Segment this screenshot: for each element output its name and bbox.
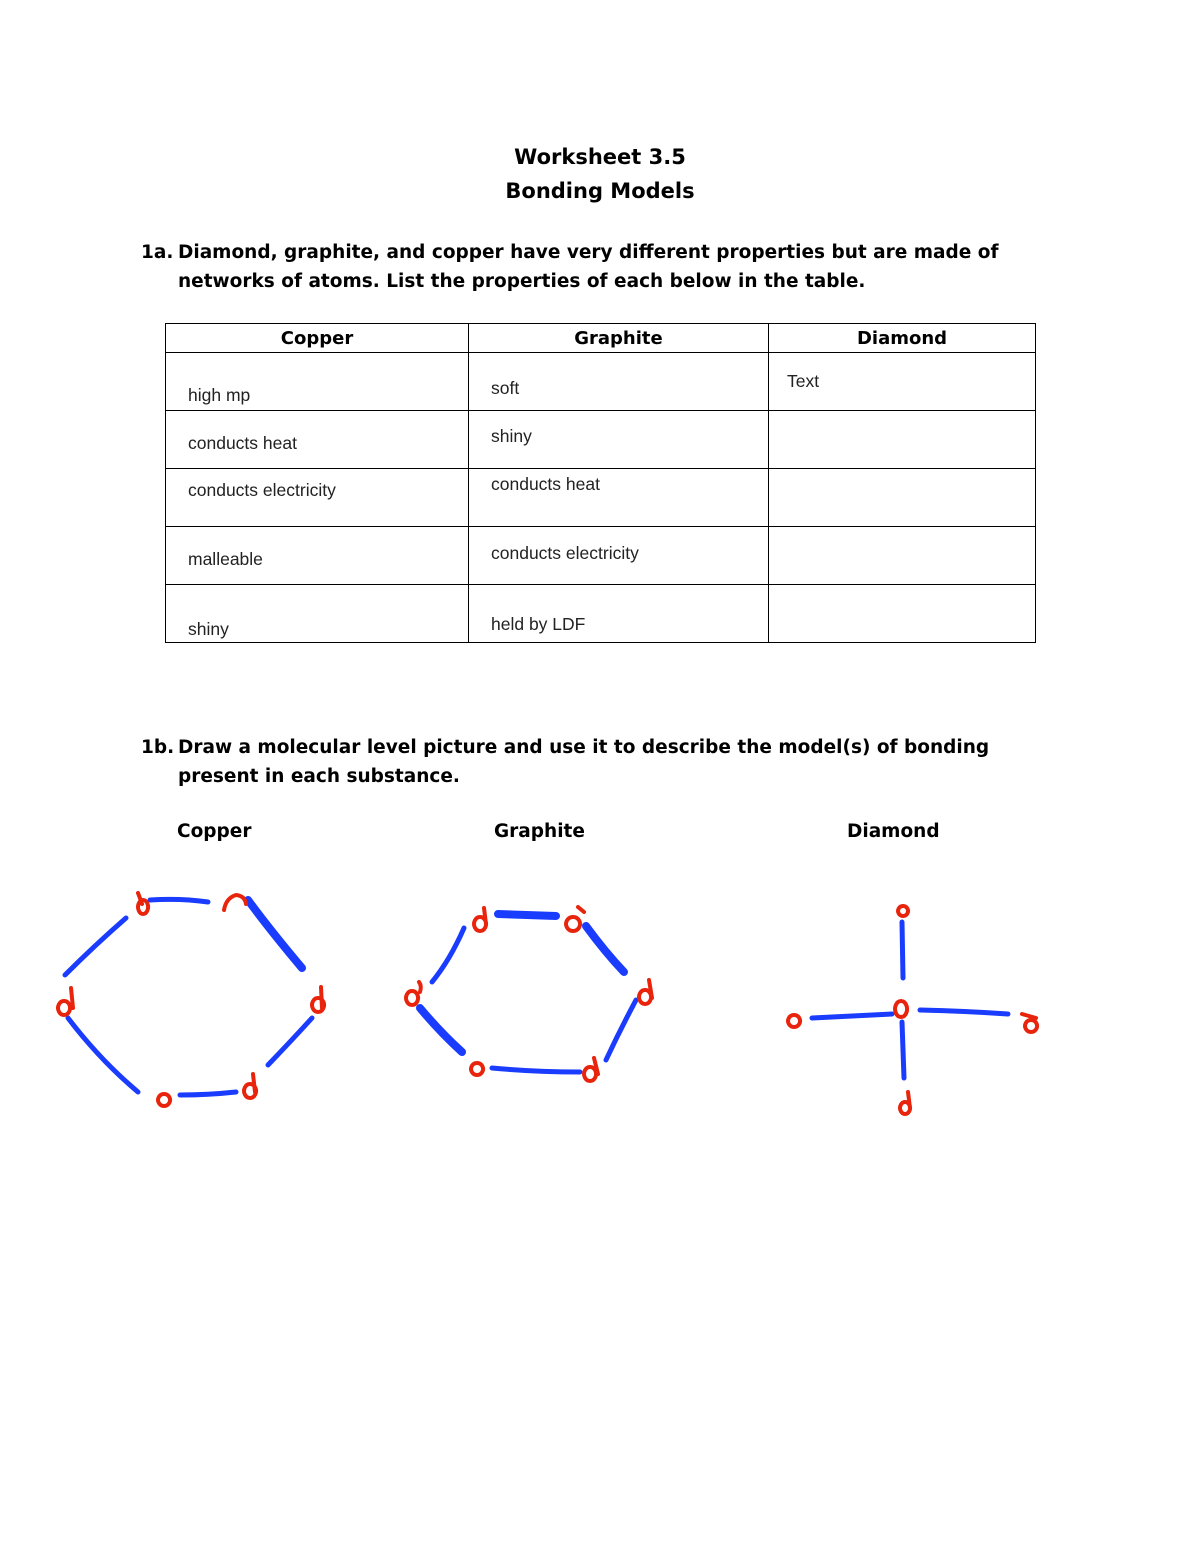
table-row bbox=[166, 585, 1036, 643]
table-cell[interactable] bbox=[769, 411, 1036, 469]
atom-mark bbox=[639, 980, 652, 1004]
atom-mark bbox=[900, 1092, 910, 1114]
header-copper: Copper bbox=[166, 324, 469, 353]
bond-stroke bbox=[920, 1010, 1008, 1014]
drawing-label-copper: Copper bbox=[177, 821, 252, 842]
table-cell[interactable] bbox=[769, 585, 1036, 643]
table-cell[interactable] bbox=[166, 411, 469, 469]
table-cell[interactable] bbox=[469, 585, 769, 643]
atom-mark bbox=[584, 1058, 598, 1081]
atom-mark bbox=[244, 1074, 256, 1098]
graphite-drawing bbox=[406, 907, 652, 1081]
question-1b-text: Draw a molecular level picture and use it to describe the model(s) of bonding present in each substance. bbox=[178, 737, 990, 787]
bond-stroke bbox=[586, 926, 624, 972]
bond-stroke bbox=[420, 1008, 462, 1052]
bond-stroke bbox=[432, 928, 464, 982]
cell-text: conducts heat bbox=[491, 474, 600, 494]
atom-mark bbox=[312, 987, 324, 1012]
atom-mark bbox=[898, 906, 908, 916]
table-row bbox=[166, 527, 1036, 585]
cell-text: held by LDF bbox=[491, 614, 586, 634]
table-cell[interactable] bbox=[166, 353, 469, 411]
properties-table bbox=[165, 323, 1036, 643]
copper-drawing bbox=[58, 893, 324, 1106]
cell-text: high mp bbox=[188, 385, 251, 405]
bond-stroke bbox=[150, 899, 208, 902]
cell-text: shiny bbox=[491, 426, 532, 446]
atom-mark bbox=[788, 1015, 800, 1027]
drawing-label-graphite: Graphite bbox=[494, 821, 585, 842]
bond-stroke bbox=[180, 1092, 236, 1095]
table-row bbox=[166, 469, 1036, 527]
bond-stroke bbox=[248, 900, 302, 968]
cell-text: soft bbox=[491, 378, 520, 398]
drawing-label-diamond: Diamond bbox=[847, 821, 940, 842]
header-diamond: Diamond bbox=[769, 324, 1036, 353]
cell-text: conducts electricity bbox=[188, 480, 336, 500]
bond-stroke bbox=[498, 914, 556, 916]
atom-mark bbox=[138, 893, 148, 914]
question-1b-number: 1b. bbox=[141, 737, 175, 758]
table-cell[interactable] bbox=[769, 527, 1036, 585]
table-cell[interactable] bbox=[769, 353, 1036, 411]
question-1b bbox=[141, 733, 1061, 791]
atom-mark bbox=[471, 1063, 483, 1075]
bond-stroke bbox=[492, 1068, 580, 1072]
bond-stroke bbox=[606, 1000, 636, 1060]
question-1a bbox=[141, 238, 1061, 296]
atom-mark bbox=[224, 895, 246, 910]
table-cell[interactable] bbox=[769, 469, 1036, 527]
atom-mark bbox=[58, 988, 73, 1015]
bond-stroke bbox=[902, 1022, 904, 1078]
diamond-drawing bbox=[788, 906, 1037, 1114]
bond-stroke bbox=[902, 922, 903, 978]
atom-mark bbox=[474, 908, 486, 931]
cell-text: conducts heat bbox=[188, 433, 297, 453]
table-cell[interactable] bbox=[469, 527, 769, 585]
bond-stroke bbox=[65, 918, 126, 975]
table-cell[interactable] bbox=[469, 411, 769, 469]
table-cell[interactable] bbox=[166, 585, 469, 643]
molecular-drawings[interactable] bbox=[0, 860, 1200, 1140]
atom-mark bbox=[406, 982, 421, 1005]
atom-mark bbox=[1022, 1014, 1037, 1032]
cell-text: malleable bbox=[188, 549, 263, 569]
atom-mark bbox=[895, 1001, 907, 1017]
bond-stroke bbox=[68, 1018, 138, 1092]
cell-text: shiny bbox=[188, 619, 229, 639]
header-graphite: Graphite bbox=[469, 324, 769, 353]
cell-text: Text bbox=[787, 371, 820, 391]
worksheet-title: Worksheet 3.5 bbox=[514, 145, 686, 169]
worksheet-subtitle: Bonding Models bbox=[505, 179, 695, 203]
cell-text: conducts electricity bbox=[491, 543, 639, 563]
table-row bbox=[166, 353, 1036, 411]
atom-mark bbox=[566, 907, 584, 931]
table-header-row bbox=[166, 324, 1036, 353]
question-1a-number: 1a. bbox=[141, 242, 174, 263]
bond-stroke bbox=[268, 1018, 312, 1065]
table-cell[interactable] bbox=[166, 469, 469, 527]
atom-mark bbox=[158, 1094, 170, 1106]
table-row bbox=[166, 411, 1036, 469]
table-cell[interactable] bbox=[166, 527, 469, 585]
table-cell[interactable] bbox=[469, 353, 769, 411]
table-cell[interactable] bbox=[469, 469, 769, 527]
question-1a-text: Diamond, graphite, and copper have very different properties but are made of networks of atoms. List the properties of each below in the table. bbox=[178, 242, 999, 292]
bond-stroke bbox=[812, 1014, 892, 1018]
